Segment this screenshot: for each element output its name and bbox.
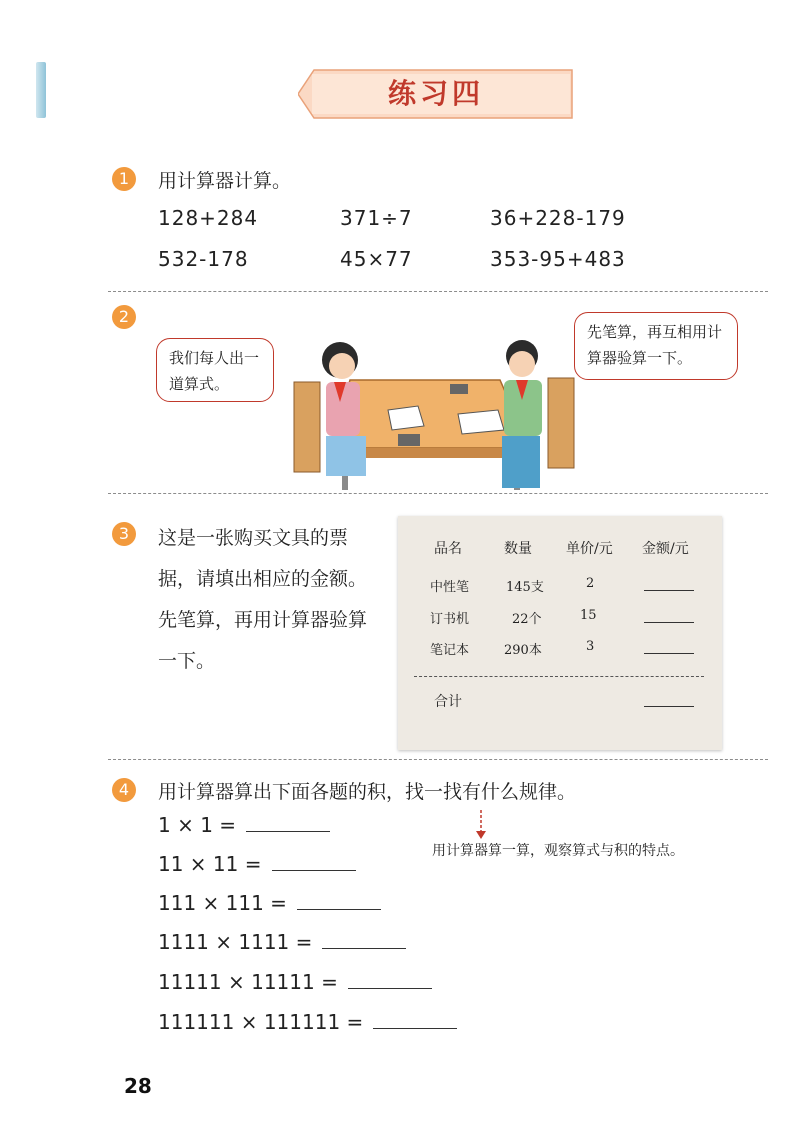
expression-3: 36+228-179 — [490, 206, 626, 230]
receipt-row-quantity: 22个 — [512, 612, 542, 627]
question-4-number: 4 — [112, 778, 136, 802]
equation-text: 11111 × 11111 = — [158, 970, 338, 994]
equation-text: 1111 × 1111 = — [158, 930, 313, 954]
expression-5: 45×77 — [340, 247, 413, 271]
receipt-divider — [414, 676, 704, 677]
expression-2: 371÷7 — [340, 206, 413, 230]
equation-text: 111 × 111 = — [158, 891, 287, 915]
equation-row — [158, 891, 381, 915]
answer-blank[interactable] — [348, 974, 432, 989]
receipt-header-name: 品名 — [434, 541, 462, 557]
answer-blank[interactable] — [373, 1014, 457, 1029]
receipt-row-quantity: 290本 — [504, 643, 542, 658]
students-illustration — [290, 330, 580, 492]
section-divider — [108, 493, 768, 494]
sidebar-tab — [36, 62, 46, 118]
receipt-row-quantity: 145支 — [506, 580, 544, 595]
section-divider — [108, 759, 768, 760]
receipt-header-quantity: 数量 — [504, 541, 532, 557]
equation-text: 11 × 11 = — [158, 852, 262, 876]
total-blank[interactable] — [644, 706, 694, 707]
amount-blank[interactable] — [644, 590, 694, 591]
receipt-header-amount: 金额/元 — [642, 541, 689, 557]
receipt-row-price: 3 — [586, 639, 595, 654]
equation-text: 111111 × 111111 = — [158, 1010, 364, 1034]
answer-blank[interactable] — [322, 934, 406, 949]
question-3-number: 3 — [112, 522, 136, 546]
receipt-row-price: 2 — [586, 576, 595, 591]
amount-blank[interactable] — [644, 622, 694, 623]
question-1-instruction: 用计算器计算。 — [158, 170, 292, 192]
receipt-header-price: 单价/元 — [566, 541, 613, 557]
question-2-number: 2 — [112, 305, 136, 329]
expression-4: 532-178 — [158, 247, 249, 271]
receipt-row-name: 订书机 — [430, 612, 470, 627]
receipt-row-name: 中性笔 — [430, 580, 470, 595]
answer-blank[interactable] — [246, 817, 330, 832]
question-3-instruction: 这是一张购买文具的票据，请填出相应的金额。先笔算，再用计算器验算一下。 — [158, 527, 368, 672]
boy-speech-bubble: 先笔算，再互相用计算器验算一下。 — [574, 312, 738, 380]
page-number: 28 — [124, 1074, 152, 1098]
amount-blank[interactable] — [644, 653, 694, 654]
question-1-number: 1 — [112, 167, 136, 191]
receipt-total-label: 合计 — [434, 694, 462, 710]
girl-speech-bubble: 我们每人出一道算式。 — [156, 338, 274, 402]
equation-row — [158, 930, 406, 954]
hint-arrow-icon — [474, 810, 488, 840]
equation-row — [158, 852, 356, 876]
hint-text: 用计算器算一算，观察算式与积的特点。 — [432, 843, 684, 859]
expression-6: 353-95+483 — [490, 247, 626, 271]
receipt-row-name: 笔记本 — [430, 643, 470, 658]
expression-1: 128+284 — [158, 206, 259, 230]
equation-row — [158, 813, 330, 837]
section-divider — [108, 291, 768, 292]
question-4-instruction: 用计算器算出下面各题的积，找一找有什么规律。 — [158, 781, 577, 803]
page-title: 练习四 — [387, 77, 484, 110]
answer-blank[interactable] — [297, 895, 381, 910]
equation-row — [158, 970, 432, 994]
answer-blank[interactable] — [272, 856, 356, 871]
receipt-row-price: 15 — [580, 608, 597, 623]
equation-text: 1 × 1 = — [158, 813, 237, 837]
equation-row — [158, 1010, 457, 1034]
